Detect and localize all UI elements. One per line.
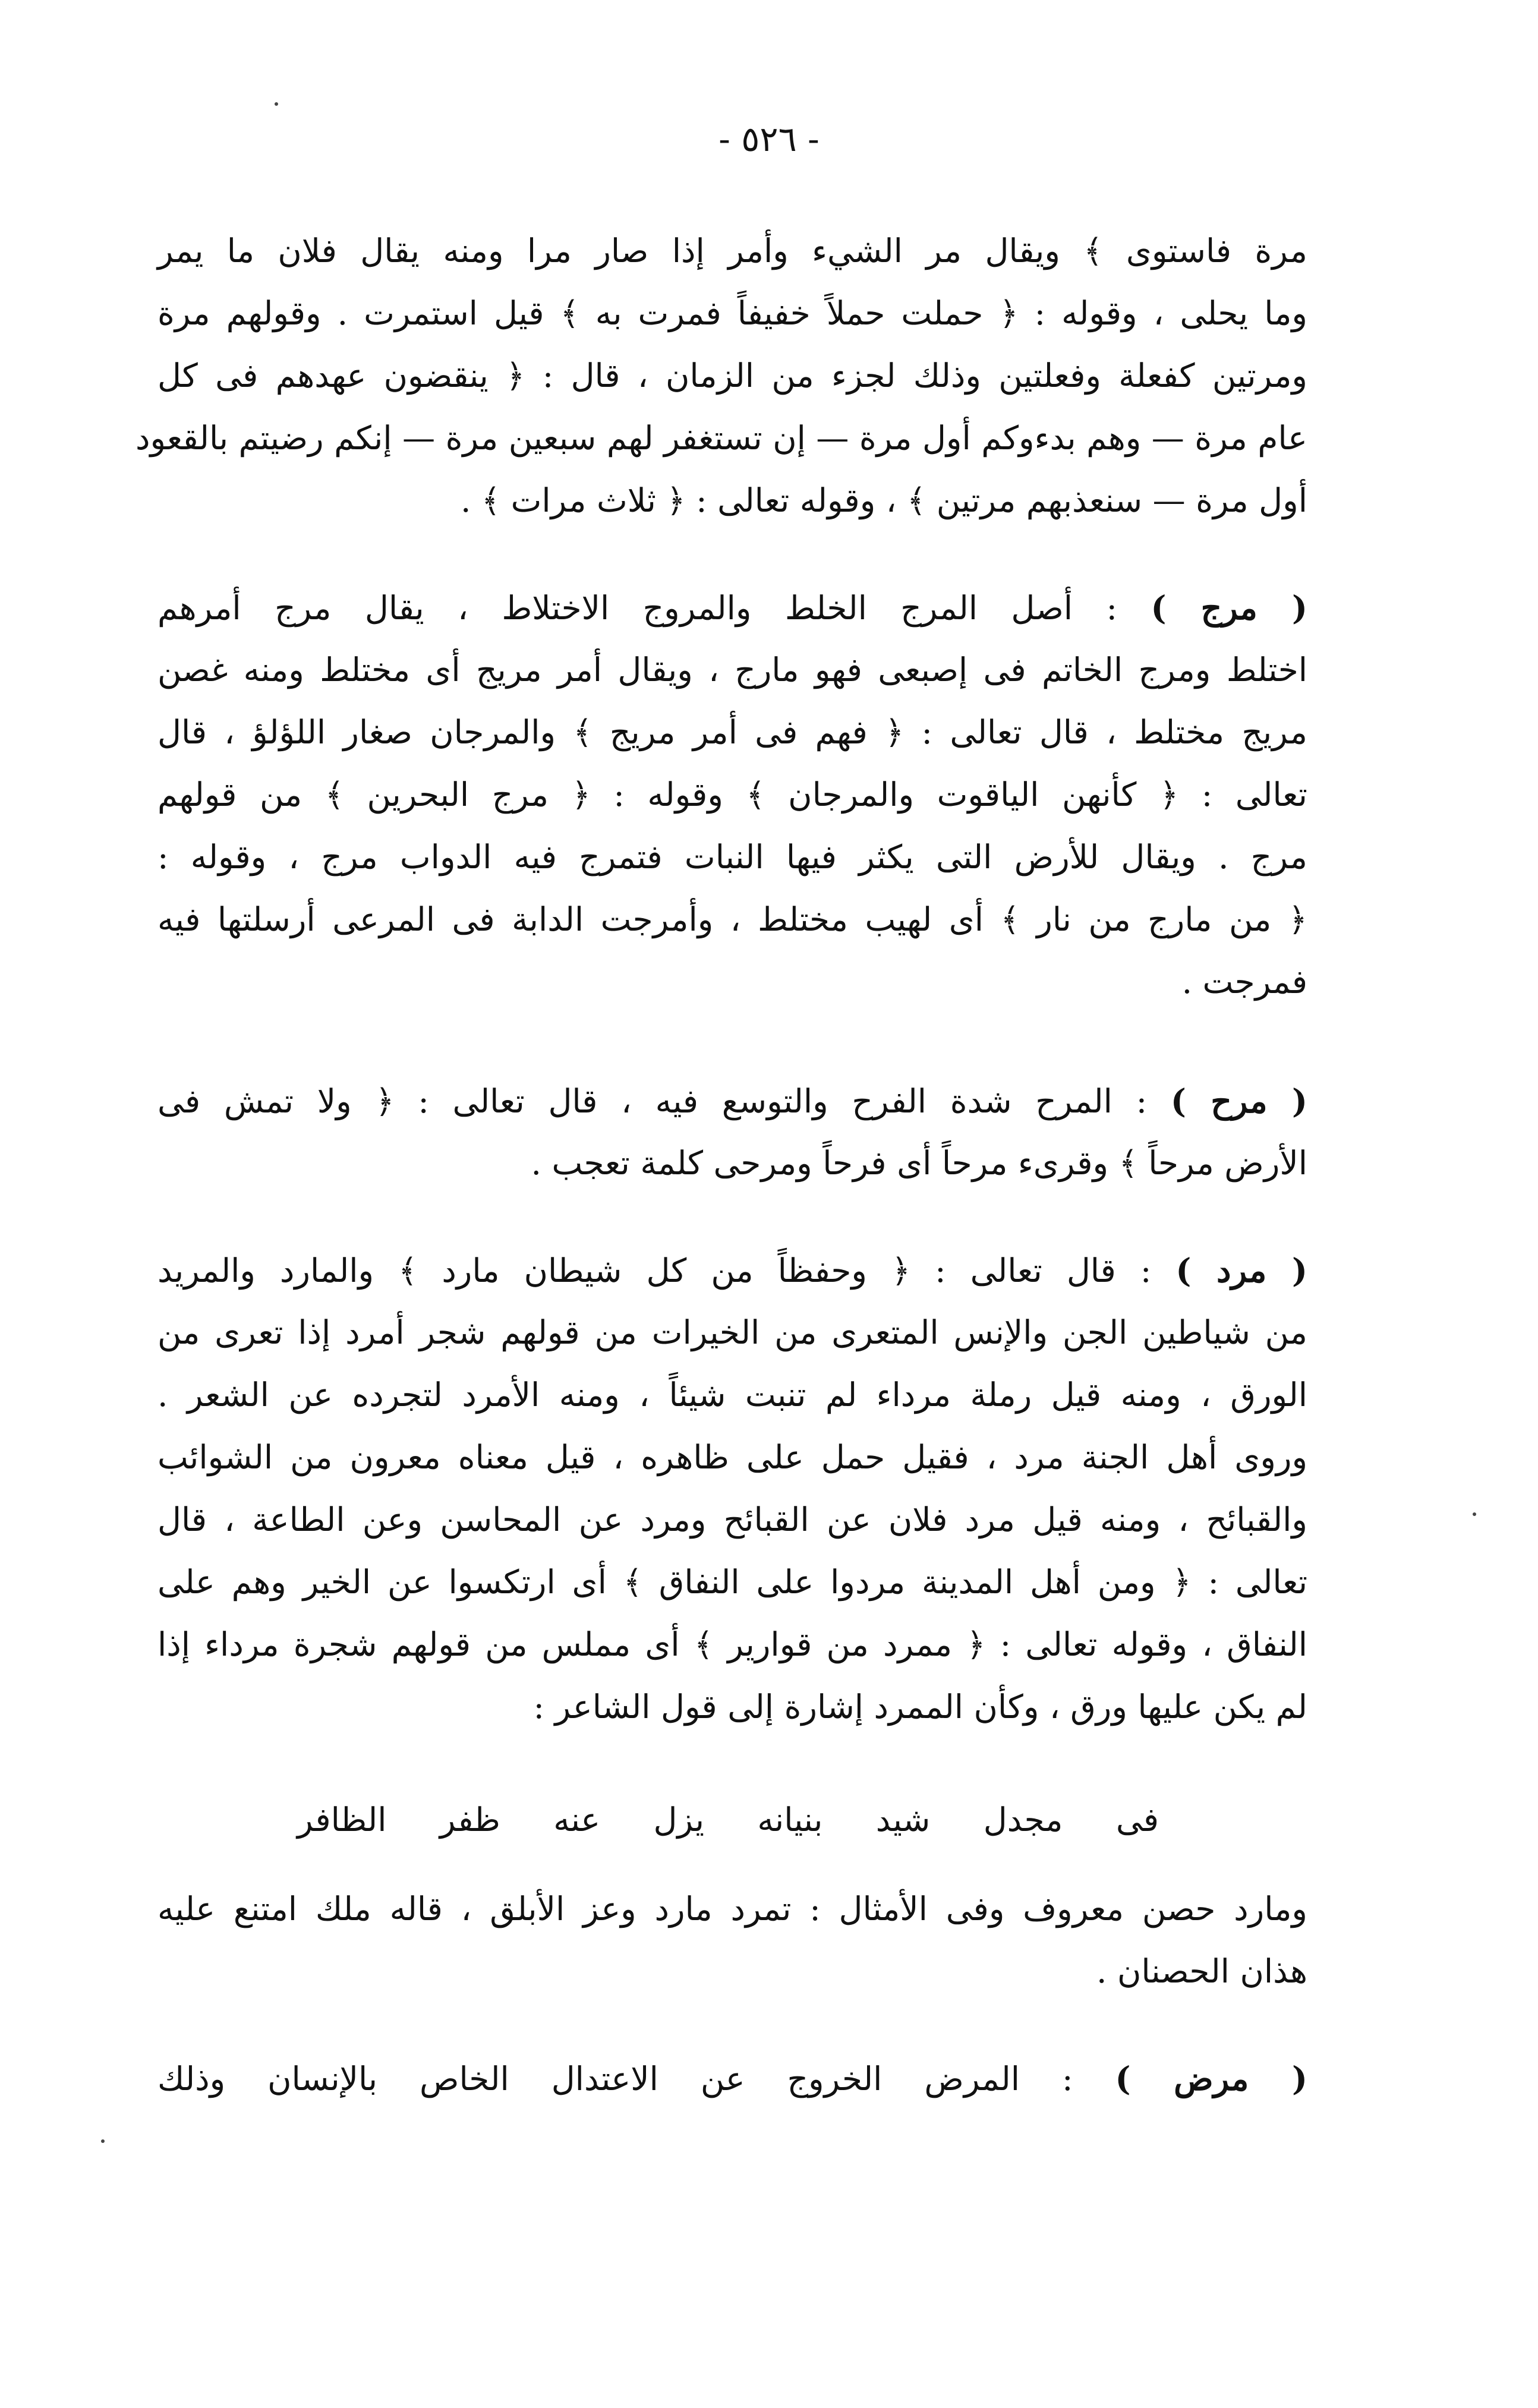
- entry-heading: ( مرض ): [1115, 2059, 1308, 2098]
- entry-heading: ( مرج ): [1151, 588, 1307, 627]
- text-line: تعالى : ﴿ ومن أهل المدينة مردوا على النفاق ﴾ أى ارتكسوا عن الخير وهم على: [157, 1563, 1307, 1601]
- paragraph-marad-illness: [157, 2047, 1307, 2110]
- text-line: الأرض مرحاً ﴾ وقرىء مرحاً أى فرحاً ومرحى كلمة تعجب .: [531, 1144, 1307, 1182]
- text-line: أول مرة — سنعذبهم مرتين ﴾ ، وقوله تعالى : ﴿ ثلاث مرات ﴾ .: [460, 481, 1307, 519]
- entry-heading: ( مرح ): [1170, 1082, 1307, 1120]
- text-line: ومارد حصن معروف وفى الأمثال : تمرد مارد وعز الأبلق ، قاله ملك امتنع عليه: [157, 1890, 1307, 1928]
- text-line: مريج مختلط ، قال تعالى : ﴿ فهم فى أمر مريج ﴾ والمرجان صغار اللؤلؤ ، قال: [157, 713, 1307, 751]
- paragraph-marah: [157, 1070, 1307, 1194]
- text-line: الورق ، ومنه قيل رملة مرداء لم تنبت شيئاً ، ومنه الأمرد لتجرده عن الشعر .: [157, 1376, 1307, 1414]
- text-line: مرة فاستوى ﴾ ويقال مر الشيء وأمر إذا صار مرا ومنه يقال فلان ما يمر: [157, 232, 1307, 270]
- paragraph-marra: [135, 220, 1307, 532]
- text-line: وما يحلى ، وقوله : ﴿ حملت حملاً خفيفاً فمرت به ﴾ قيل استمرت . وقولهم مرة: [157, 294, 1307, 332]
- paragraph-marad: [157, 1239, 1307, 1738]
- text-line: ومرتين كفعلة وفعلتين وذلك لجزء من الزمان ، قال : ﴿ ينقضون عهدهم فى كل: [157, 357, 1307, 395]
- entry-text: : أصل المرج الخلط والمروج الاختلاط ، يقال مرج أمرهم: [157, 589, 1118, 627]
- text-line: والقبائح ، ومنه قيل مرد فلان عن القبائح ومرد عن المحاسن وعن الطاعة ، قال: [157, 1501, 1307, 1539]
- entry-text: : قال تعالى : ﴿ وحفظاً من كل شيطان مارد ﴾ والمارد والمريد: [157, 1252, 1152, 1290]
- paragraph-marid-fort: [157, 1878, 1307, 2003]
- text-line: اختلط ومرج الخاتم فى إصبعى فهو مارج ، ويقال أمر مريج أى مختلط ومنه غصن: [157, 651, 1307, 689]
- text-line: عام مرة — وهم بدءوكم أول مرة — إن تستغفر لهم سبعين مرة — إنكم رضيتم بالقعود: [135, 419, 1307, 457]
- scan-speck: [275, 102, 278, 106]
- text-line: النفاق ، وقوله تعالى : ﴿ ممرد من قوارير ﴾ أى مملس من قولهم شجرة مرداء إذا: [157, 1625, 1307, 1663]
- scan-speck: [101, 2139, 105, 2143]
- scan-speck: [1473, 1512, 1476, 1516]
- text-line: مرج . ويقال للأرض التى يكثر فيها النبات فتمرج فيه الدواب مرج ، وقوله :: [157, 838, 1307, 876]
- poetry-verse: فى مجدل شيد بنيانه يزل عنه ظفر الظافر: [297, 1801, 1159, 1839]
- text-line: فمرجت .: [1181, 963, 1307, 1001]
- text-line: [157, 1070, 1307, 1132]
- entry-text: : المرض الخروج عن الاعتدال الخاص بالإنسان وذلك: [157, 2060, 1073, 2098]
- page-number: - ٥٢٦ -: [718, 119, 820, 159]
- text-line: ﴿ من مارج من نار ﴾ أى لهيب مختلط ، وأمرجت الدابة فى المرعى أرسلتها فيه: [157, 900, 1307, 938]
- text-line: تعالى : ﴿ كأنهن الياقوت والمرجان ﴾ وقوله : ﴿ مرج البحرين ﴾ من قولهم: [157, 776, 1307, 814]
- text-line: وروى أهل الجنة مرد ، فقيل حمل على ظاهره ، قيل معناه معرون من الشوائب: [157, 1438, 1307, 1476]
- text-line: [157, 2047, 1307, 2110]
- text-line: من شياطين الجن والإنس المتعرى من الخيرات من قولهم شجر أمرد إذا تعرى من: [157, 1313, 1307, 1351]
- entry-text: : المرح شدة الفرح والتوسع فيه ، قال تعالى : ﴿ ولا تمش فى: [157, 1082, 1148, 1120]
- text-line: لم يكن عليها ورق ، وكأن الممرد إشارة إلى قول الشاعر :: [533, 1688, 1307, 1726]
- entry-heading: ( مرد ): [1175, 1251, 1307, 1290]
- text-line: [157, 1239, 1307, 1301]
- paragraph-maraj: [157, 576, 1307, 1013]
- text-line: هذان الحصنان .: [1096, 1952, 1307, 1990]
- text-line: [157, 576, 1307, 639]
